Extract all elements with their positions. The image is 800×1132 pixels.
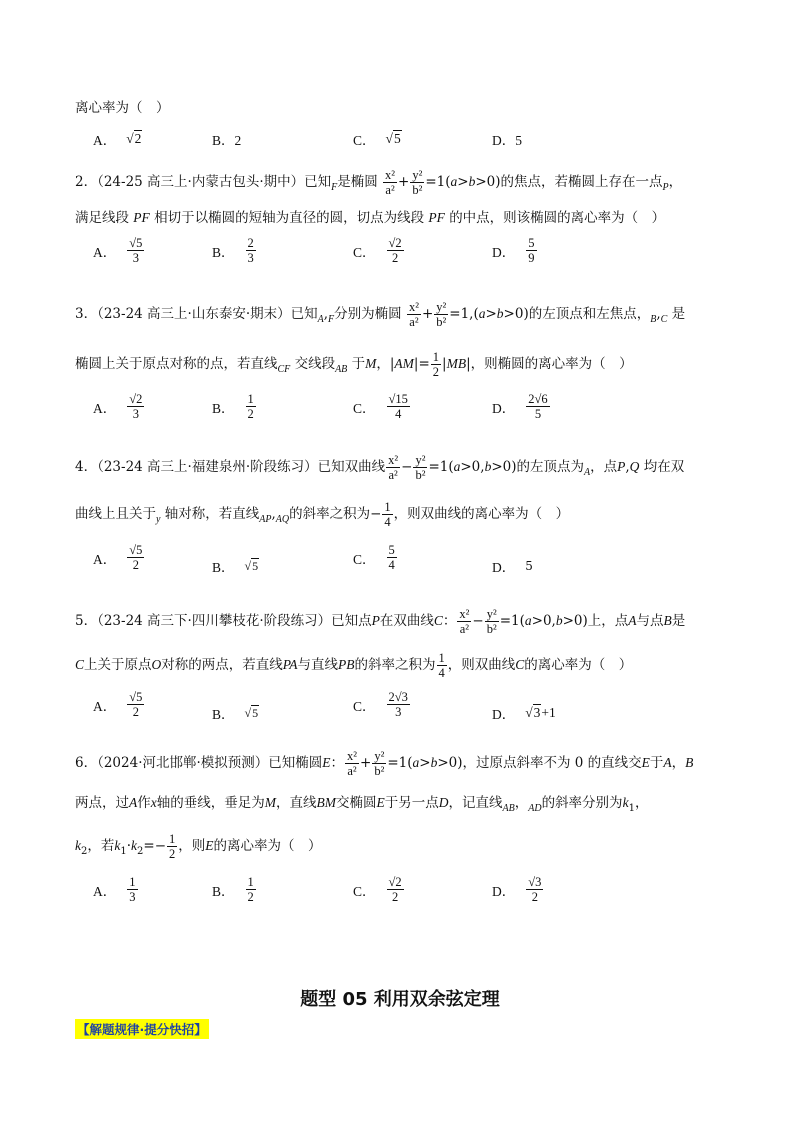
q2-option-a[interactable]: A． $\frac{√5}{3}$ bbox=[93, 236, 143, 265]
q3-option-b[interactable]: B． $\frac{1}{2}$ bbox=[212, 392, 254, 421]
q4-stem-line1: 4．（23-24 高三上·福建泉州·阶段练习）已知双曲线 $\frac{\text{x²}}{\text{a²}}$ − $\frac{\text{y²}}{\text{b²}}$ =1(a>0,b>0)的左顶点为$_A$，点P,Q 均在双 bbox=[75, 453, 685, 482]
q4-stem-line2: 曲线上且关于$_y$ 轴对称，若直线$_{AP},_{AQ}$的斜率之积为− $\frac{1}{4}$ ，则双曲线的离心率为（ ） bbox=[75, 500, 570, 529]
q1-option-d[interactable]: D．5 bbox=[492, 133, 522, 148]
q2-option-d[interactable]: D． $\frac{5}{9}$ bbox=[492, 236, 535, 265]
q5-option-d[interactable]: D． √3+1 bbox=[492, 705, 556, 722]
tip-label: 【解题规律·提分快招】 bbox=[75, 1019, 209, 1039]
q3-option-d[interactable]: D． $\frac{2√6}{5}$ bbox=[492, 392, 548, 421]
section-title: 题型 05 利用双余弦定理 bbox=[300, 989, 500, 1010]
q6-stem-line2: 两点，过A作x轴的垂线，垂足为M，直线BM交椭圆E于另一点D，记直线$_{AB}$，$_{AD}$的斜率分别为$k_1$， bbox=[75, 795, 649, 814]
q4-option-c[interactable]: C． $\frac{5}{4}$ bbox=[353, 543, 395, 572]
q5-option-c[interactable]: C． $\frac{2√3}{3}$ bbox=[353, 690, 408, 719]
q5-stem-line2: C上关于原点O对称的两点，若直线PA与直线PB的斜率之积为 $\frac{1}{4}$ ，则双曲线C的离心率为（ ） bbox=[75, 651, 633, 680]
q1-option-a[interactable]: A． √2 bbox=[93, 131, 142, 148]
q3-option-a[interactable]: A． $\frac{√2}{3}$ bbox=[93, 392, 143, 421]
q4-option-b[interactable]: B． √5 bbox=[212, 558, 259, 575]
q6-option-b[interactable]: B． $\frac{1}{2}$ bbox=[212, 875, 254, 904]
q5-option-b[interactable]: B． √5 bbox=[212, 705, 259, 722]
q3-stem-line2: 椭圆上关于原点对称的点，若直线$_{CF}$ 交线段$_{AB}$ 于M，|AM|= $\frac{1}{2}$ |MB|，则椭圆的离心率为（ ） bbox=[75, 350, 633, 379]
q1-option-b[interactable]: B．2 bbox=[212, 133, 242, 148]
q2-option-b[interactable]: B． $\frac{2}{3}$ bbox=[212, 236, 254, 265]
q1-stem-tail: 离心率为（ ） bbox=[75, 100, 170, 116]
q3-stem-line1: 3．（23-24 高三上·山东泰安·期末）已知$_A,_F$分别为椭圆 $\frac{\text{x²}}{\text{a²}}$ + $\frac{\text{y²}}{\text{b²}}$ =1,(a>b>0)的左顶点和左焦点，$_B,_C$ 是 bbox=[75, 300, 686, 329]
q4-option-a[interactable]: A． $\frac{√5}{2}$ bbox=[93, 543, 143, 572]
q2-stem-line1: 2．（24-25 高三上·内蒙古包头·期中）已知$_F$是椭圆 $\frac{\text{x²}}{\text{a²}}$ + $\frac{\text{y²}}{\text{b²}}$ =1(a>b>0)的焦点，若椭圆上存在一点$_P$， bbox=[75, 168, 683, 197]
q6-stem-line1: 6．（2024·河北邯郸·模拟预测）已知椭圆E： $\frac{\text{x²}}{\text{a²}}$ + $\frac{\text{y²}}{\text{b²}}$ =1(a>b>0)，过原点斜率不为 0 的直线交E于A，B bbox=[75, 749, 694, 778]
q6-option-d[interactable]: D． $\frac{√3}{2}$ bbox=[492, 875, 542, 904]
q6-option-a[interactable]: A． $\frac{1}{3}$ bbox=[93, 875, 136, 904]
q2-stem-line2: 满足线段 PF 相切于以椭圆的短轴为直径的圆，切点为线段 PF 的中点，则该椭圆的离心率为（ ） bbox=[75, 210, 666, 226]
q4-option-d[interactable]: D． 5 bbox=[492, 559, 533, 575]
q5-option-a[interactable]: A． $\frac{√5}{2}$ bbox=[93, 690, 143, 719]
q6-stem-line3: $k_2$，若$k_1\cdot k_2=-$ $\frac{1}{2}$ ，则E的离心率为（ ） bbox=[75, 832, 322, 861]
q1-option-c[interactable]: C． √5 bbox=[353, 131, 401, 148]
q2-option-c[interactable]: C． $\frac{√2}{2}$ bbox=[353, 236, 402, 265]
q6-option-c[interactable]: C． $\frac{√2}{2}$ bbox=[353, 875, 402, 904]
q5-stem-line1: 5．（23-24 高三下·四川攀枝花·阶段练习）已知点P在双曲线C： $\frac{\text{x²}}{\text{a²}}$ − $\frac{\text{y²}}{\text{b²}}$ =1(a>0,b>0)上，点A与点B是 bbox=[75, 607, 686, 636]
q3-option-c[interactable]: C． $\frac{√15}{4}$ bbox=[353, 392, 408, 421]
